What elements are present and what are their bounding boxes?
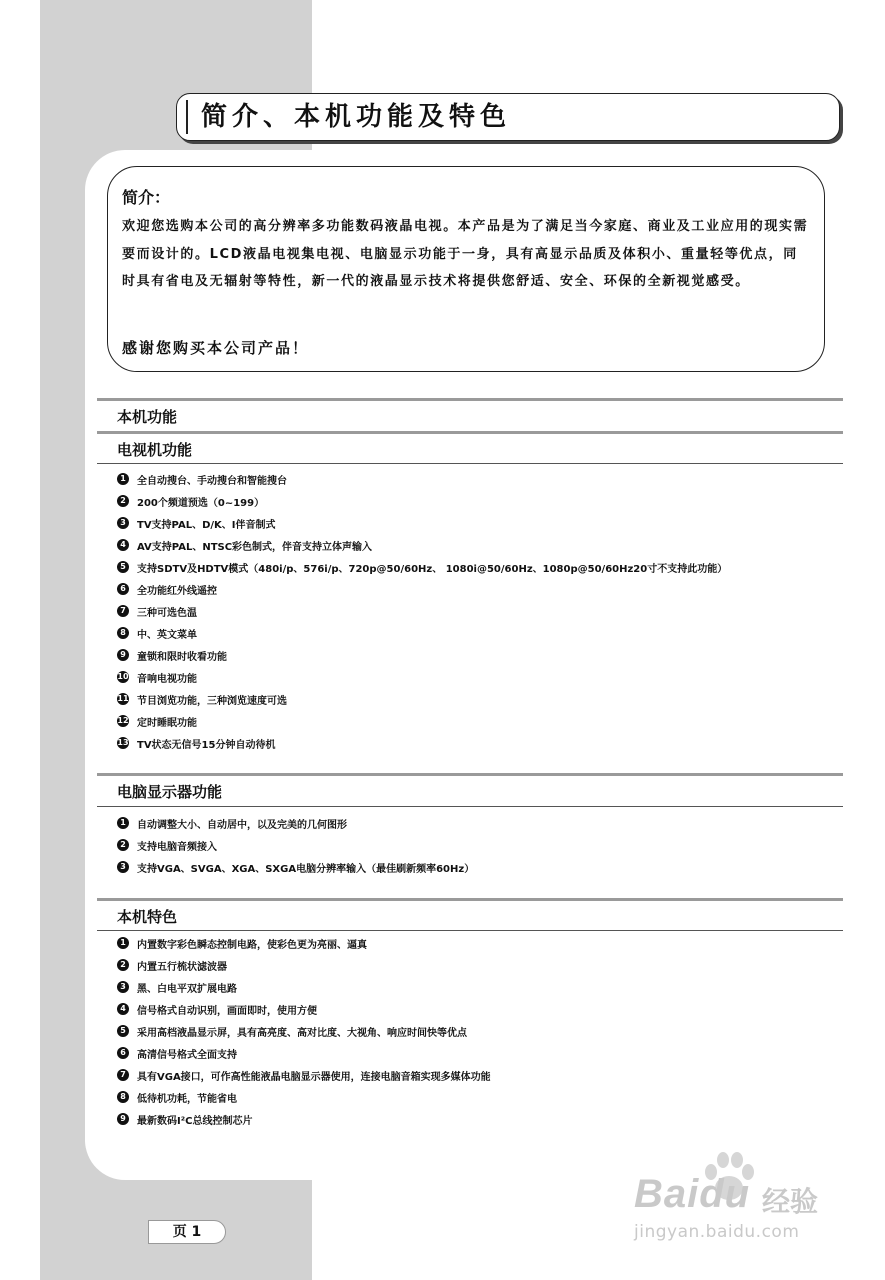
section-rule <box>97 930 843 931</box>
list-item-text: 童锁和限时收看功能 <box>137 651 227 663</box>
list-item-text: 具有VGA接口，可作高性能液晶电脑显示器使用，连接电脑音箱实现多媒体功能 <box>137 1071 491 1083</box>
list-item-text: TV状态无信号15分钟自动待机 <box>137 739 276 751</box>
title-tick-mark <box>186 100 188 134</box>
number-bullet-icon: 3 <box>117 517 129 529</box>
section-rule <box>97 398 843 401</box>
section-title-features: 本机特色 <box>117 908 178 926</box>
list-item <box>117 856 837 878</box>
list-item <box>117 1064 837 1086</box>
list-item <box>117 600 837 622</box>
section-rule <box>97 431 843 434</box>
section-rule <box>97 463 843 464</box>
list-item-text: 中、英文菜单 <box>137 629 197 641</box>
list-item <box>117 688 837 710</box>
section-title-pc: 电脑显示器功能 <box>117 783 223 801</box>
watermark-url: jingyan.baidu.com <box>634 1222 800 1242</box>
number-bullet-icon: 9 <box>117 649 129 661</box>
number-bullet-icon: 13 <box>117 738 129 747</box>
number-bullet-icon: 9 <box>117 1113 129 1125</box>
list-item-text: 最新数码I²C总线控制芯片 <box>137 1115 253 1127</box>
section-rule <box>97 773 843 776</box>
list-item-text: 信号格式自动识别，画面即时，使用方便 <box>137 1005 317 1017</box>
list-item <box>117 732 837 754</box>
section-rule <box>97 898 843 901</box>
watermark-brand: Baidu <box>634 1172 751 1216</box>
baidu-watermark <box>630 1150 840 1245</box>
list-item <box>117 1042 837 1064</box>
list-item <box>117 710 837 732</box>
number-bullet-icon: 4 <box>117 1003 129 1015</box>
list-item-text: 自动调整大小、自动居中，以及完美的几何图形 <box>137 819 347 831</box>
number-bullet-icon: 1 <box>117 473 129 485</box>
list-item <box>117 622 837 644</box>
list-item-text: 节目浏览功能，三种浏览速度可选 <box>137 695 287 707</box>
list-item-text: 支持VGA、SVGA、XGA、SXGA电脑分辨率输入（最佳刷新频率60Hz） <box>137 863 475 875</box>
section-rule <box>97 806 843 807</box>
page-number: 页 1 <box>148 1220 226 1244</box>
list-item-text: 内置五行梳状滤波器 <box>137 961 227 973</box>
watermark-brand-cn: 经验 <box>762 1185 819 1218</box>
number-bullet-icon: 5 <box>117 561 129 573</box>
number-bullet-icon: 4 <box>117 539 129 551</box>
number-bullet-icon: 6 <box>117 583 129 595</box>
list-item <box>117 1086 837 1108</box>
list-item-text: 全功能红外线遥控 <box>137 585 217 597</box>
list-item-text: 支持SDTV及HDTV模式（480i/p、576i/p、720p@50/60Hz、 1080i@50/60Hz、1080p@50/60Hz20寸不支持此功能） <box>137 563 728 575</box>
number-bullet-icon: 1 <box>117 817 129 829</box>
list-item <box>117 556 837 578</box>
number-bullet-icon: 3 <box>117 861 129 873</box>
section-title-tv: 电视机功能 <box>117 441 193 459</box>
list-item-text: AV支持PAL、NTSC彩色制式，伴音支持立体声输入 <box>137 541 373 553</box>
intro-body: 欢迎您选购本公司的高分辨率多功能数码液晶电视。本产品是为了满足当今家庭、商业及工业应用的现实需要而设计的。LCD液晶电视集电视、电脑显示功能于一身，具有高显示品质及体积小、重量轻等优点，同时具有省电及无辐射等特性，新一代的液晶显示技术将提供您舒适、安全、环保的全新视觉感受。 <box>122 219 809 289</box>
intro-box <box>107 166 825 372</box>
section-title-main: 本机功能 <box>117 408 178 426</box>
list-item <box>117 976 837 998</box>
number-bullet-icon: 6 <box>117 1047 129 1059</box>
list-item-text: TV支持PAL、D/K、I伴音制式 <box>137 519 276 531</box>
number-bullet-icon: 7 <box>117 1069 129 1081</box>
number-bullet-icon: 2 <box>117 959 129 971</box>
list-item <box>117 534 837 556</box>
page-title: 简介、本机功能及特色 <box>201 102 512 132</box>
list-item-text: 全自动搜台、手动搜台和智能搜台 <box>137 475 287 487</box>
list-item <box>117 834 837 856</box>
intro-heading: 简介： <box>122 188 171 207</box>
list-item-text: 黑、白电平双扩展电路 <box>137 983 237 995</box>
number-bullet-icon: 11 <box>117 694 129 703</box>
number-bullet-icon: 8 <box>117 1091 129 1103</box>
list-item <box>117 1020 837 1042</box>
list-item-text: 定时睡眠功能 <box>137 717 197 729</box>
pc-feature-list <box>117 812 837 878</box>
list-item-text: 支持电脑音频接入 <box>137 841 217 853</box>
list-item-text: 三种可选色温 <box>137 607 197 619</box>
page-title-banner <box>176 93 840 141</box>
list-item <box>117 954 837 976</box>
number-bullet-icon: 2 <box>117 495 129 507</box>
number-bullet-icon: 5 <box>117 1025 129 1037</box>
number-bullet-icon: 10 <box>117 672 129 681</box>
list-item <box>117 932 837 954</box>
list-item-text: 低待机功耗，节能省电 <box>137 1093 237 1105</box>
number-bullet-icon: 12 <box>117 716 129 725</box>
number-bullet-icon: 1 <box>117 937 129 949</box>
number-bullet-icon: 2 <box>117 839 129 851</box>
list-item-text: 内置数字彩色瞬态控制电路，使彩色更为亮丽、逼真 <box>137 939 367 951</box>
list-item <box>117 468 837 490</box>
number-bullet-icon: 3 <box>117 981 129 993</box>
intro-thanks: 感谢您购买本公司产品！ <box>122 339 310 357</box>
list-item <box>117 666 837 688</box>
list-item <box>117 812 837 834</box>
number-bullet-icon: 7 <box>117 605 129 617</box>
list-item <box>117 1108 837 1130</box>
list-item-text: 音响电视功能 <box>137 673 197 685</box>
list-item <box>117 512 837 534</box>
list-item-text: 200个频道预选（0~199） <box>137 497 265 509</box>
list-item <box>117 490 837 512</box>
list-item <box>117 998 837 1020</box>
list-item-text: 采用高档液晶显示屏，具有高亮度、高对比度、大视角、响应时间快等优点 <box>137 1027 467 1039</box>
features-list <box>117 932 837 1130</box>
left-gray-margin <box>40 150 85 1280</box>
tv-feature-list <box>117 468 837 754</box>
number-bullet-icon: 8 <box>117 627 129 639</box>
list-item <box>117 578 837 600</box>
list-item <box>117 644 837 666</box>
list-item-text: 高清信号格式全面支持 <box>137 1049 237 1061</box>
